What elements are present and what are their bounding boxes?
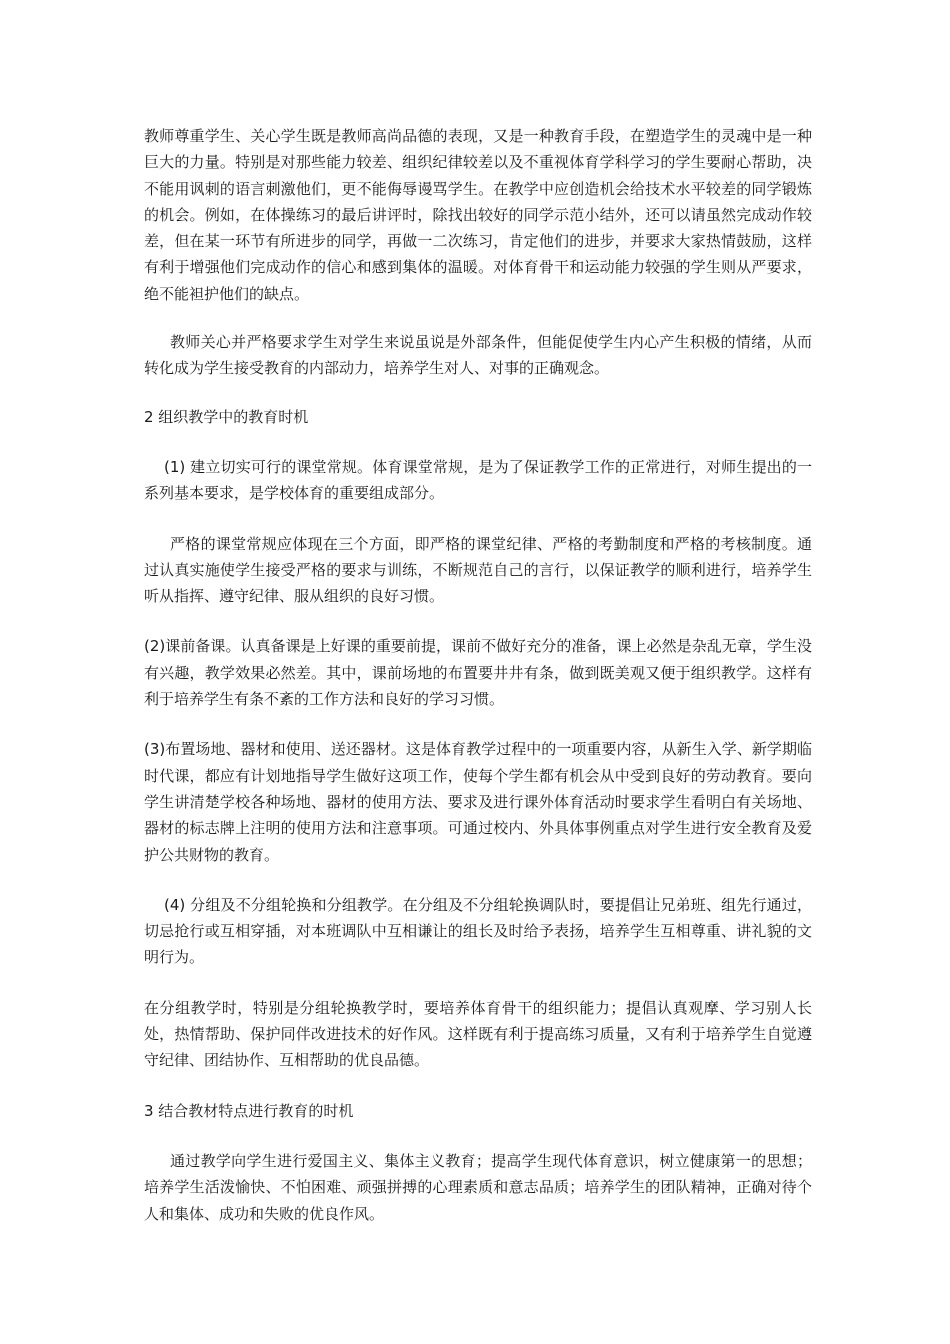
paragraph-teaching-material: 通过教学向学生进行爱国主义、集体主义教育；提高学生现代体育意识，树立健康第一的思想；培养学生活泼愉快、不怕困难、顽强拼搏的心理素质和意志品质；培养学生的团队精神，正确对待个人和集体、成功和失败的优良作风。 [144, 1151, 812, 1223]
paragraph-lesson-preparation: (2)课前备课。认真备课是上好课的重要前提，课前不做好充分的准备，课上必然是杂乱无章，学生没有兴趣，教学效果必然差。其中，课前场地的布置要井井有条，做到既美观又便于组织教学。这样有利于培养学生有条不紊的工作方法和良好的学习习惯。 [144, 637, 812, 709]
section-heading-3: 3 结合教材特点进行教育的时机 [144, 1101, 354, 1120]
paragraph-care-and-requirements: 教师关心并严格要求学生对学生来说虽说是外部条件，但能促使学生内心产生积极的情绪，从而转化成为学生接受教育的内部动力，培养学生对人、对事的正确观念。 [144, 333, 812, 378]
paragraph-strict-rules: 严格的课堂常规应体现在三个方面，即严格的课堂纪律、严格的考勤制度和严格的考核制度。通过认真实施使学生接受严格的要求与训练，不断规范自己的言行，以保证教学的顺利进行，培养学生听从指挥、遵守纪律、服从组织的良好习惯。 [144, 534, 812, 606]
paragraph-group-rotation: (4) 分组及不分组轮换和分组教学。在分组及不分组轮换调队时，要提倡让兄弟班、组先行通过，切忌抢行或互相穿插，对本班调队中互相谦让的组长及时给予表扬，培养学生互相尊重、讲礼貌的文明行为。 [144, 895, 812, 967]
paragraph-equipment: (3)布置场地、器材和使用、送还器材。这是体育教学过程中的一项重要内容，从新生入学、新学期临时代课，都应有计划地指导学生做好这项工作，使每个学生都有机会从中受到良好的劳动教育。要向学生讲清楚学校各种场地、器材的使用方法、要求及进行课外体育活动时要求学生看明白有关场地、器材的标志牌上注明的使用方法和注意事项。可通过校内、外具体事例重点对学生进行安全教育及爱护公共财物的教育。 [144, 740, 812, 864]
section-heading-2: 2 组织教学中的教育时机 [144, 407, 309, 426]
paragraph-group-teaching: 在分组教学时，特别是分组轮换教学时，要培养体育骨干的组织能力；提倡认真观摩、学习别人长处，热情帮助、保护同伴改进技术的好作风。这样既有利于提高练习质量，又有利于培养学生自觉遵守纪律、团结协作、互相帮助的优良品德。 [144, 998, 812, 1070]
document-page [144, 123, 812, 1251]
paragraph-respect-students: 教师尊重学生、关心学生既是教师高尚品德的表现，又是一种教育手段，在塑造学生的灵魂中是一种巨大的力量。特别是对那些能力较差、组织纪律较差以及不重视体育学科学习的学生要耐心帮助，决不能用讽刺的语言刺激他们，更不能侮辱谩骂学生。在教学中应创造机会给技术水平较差的同学锻炼的机会。例如，在体操练习的最后讲评时，除找出较好的同学示范小结外，还可以请虽然完成动作较差，但在某一环节有所进步的同学，再做一二次练习，肯定他们的进步，并要求大家热情鼓励，这样有利于增强他们完成动作的信心和感到集体的温暖。对体育骨干和运动能力较强的学生则从严要求，绝不能袒护他们的缺点。 [144, 127, 812, 303]
paragraph-classroom-rules: (1) 建立切实可行的课堂常规。体育课堂常规，是为了保证教学工作的正常进行，对师生提出的一系列基本要求，是学校体育的重要组成部分。 [144, 457, 812, 503]
